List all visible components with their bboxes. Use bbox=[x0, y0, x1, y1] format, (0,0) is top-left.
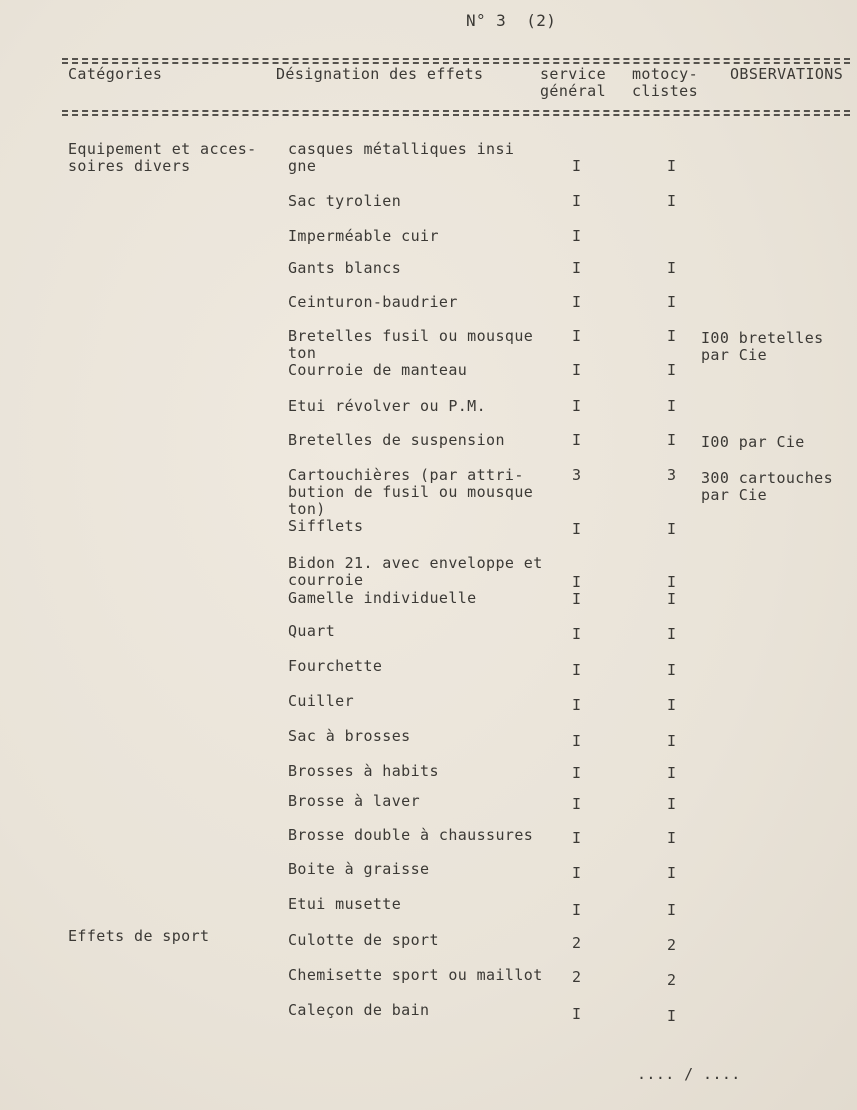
row-motocyclistes: 3 bbox=[667, 466, 677, 484]
row-motocyclistes: I bbox=[667, 696, 677, 714]
row-motocyclistes: I bbox=[667, 431, 677, 449]
row-motocyclistes: I bbox=[667, 795, 677, 813]
row-motocyclistes: I bbox=[667, 259, 677, 277]
row-service-general: 3 bbox=[572, 466, 582, 484]
row-designation: Sac tyrolien bbox=[288, 192, 402, 210]
row-service-general: I bbox=[572, 829, 582, 847]
row-designation: Brosse à laver bbox=[288, 792, 421, 810]
header-rule-top bbox=[62, 58, 850, 60]
row-designation: Bidon 21. avec enveloppe et courroie bbox=[288, 554, 543, 589]
row-service-general: I bbox=[572, 696, 582, 714]
row-observations: 300 cartouches par Cie bbox=[701, 469, 834, 504]
row-service-general: I bbox=[572, 192, 582, 210]
header-designation: Désignation des effets bbox=[276, 65, 484, 83]
row-motocyclistes: I bbox=[667, 901, 677, 919]
row-service-general: I bbox=[572, 397, 582, 415]
row-designation: Brosses à habits bbox=[288, 762, 439, 780]
row-motocyclistes: I bbox=[667, 573, 677, 591]
row-service-general: I bbox=[572, 520, 582, 538]
row-motocyclistes: I bbox=[667, 520, 677, 538]
row-service-general: I bbox=[572, 590, 582, 608]
row-service-general: I bbox=[572, 901, 582, 919]
row-motocyclistes: 2 bbox=[667, 936, 677, 954]
row-service-general: I bbox=[572, 293, 582, 311]
row-motocyclistes: I bbox=[667, 1007, 677, 1025]
row-service-general: I bbox=[572, 864, 582, 882]
row-service-general: I bbox=[572, 764, 582, 782]
row-designation: Courroie de manteau bbox=[288, 361, 468, 379]
row-service-general: I bbox=[572, 431, 582, 449]
row-service-general: I bbox=[572, 661, 582, 679]
row-designation: Sac à brosses bbox=[288, 727, 411, 745]
row-designation: Quart bbox=[288, 622, 336, 640]
header-categories: Catégories bbox=[68, 65, 163, 83]
row-service-general: I bbox=[572, 625, 582, 643]
header-motocyclistes: motocy- clistes bbox=[632, 65, 699, 100]
row-designation: Bretelles fusil ou mousque ton bbox=[288, 327, 534, 362]
row-motocyclistes: I bbox=[667, 625, 677, 643]
continuation-mark: .... / .... bbox=[637, 1065, 741, 1083]
category-equipement: Equipement et acces- soires divers bbox=[68, 140, 257, 175]
row-service-general: I bbox=[572, 227, 582, 245]
row-service-general: I bbox=[572, 361, 582, 379]
row-designation: Bretelles de suspension bbox=[288, 431, 505, 449]
row-designation: casques métalliques insi gne bbox=[288, 140, 515, 175]
row-service-general: 2 bbox=[572, 934, 582, 952]
row-designation: Etui musette bbox=[288, 895, 402, 913]
header-rule-bottom-2 bbox=[62, 114, 850, 116]
header-observations: OBSERVATIONS bbox=[730, 65, 844, 83]
row-service-general: 2 bbox=[572, 968, 582, 986]
row-service-general: I bbox=[572, 259, 582, 277]
row-service-general: I bbox=[572, 327, 582, 345]
row-designation: Etui révolver ou P.M. bbox=[288, 397, 487, 415]
row-designation: Imperméable cuir bbox=[288, 227, 439, 245]
row-motocyclistes: I bbox=[667, 864, 677, 882]
row-motocyclistes: I bbox=[667, 157, 677, 175]
page-number: N° 3 (2) bbox=[466, 11, 557, 30]
row-designation: Cuiller bbox=[288, 692, 355, 710]
header-rule-bottom bbox=[62, 110, 850, 112]
row-motocyclistes: I bbox=[667, 327, 677, 345]
header-rule-top-2 bbox=[62, 62, 850, 64]
row-designation: Boite à graisse bbox=[288, 860, 430, 878]
row-observations: I00 par Cie bbox=[701, 433, 805, 451]
row-service-general: I bbox=[572, 795, 582, 813]
row-motocyclistes: I bbox=[667, 192, 677, 210]
row-motocyclistes: I bbox=[667, 764, 677, 782]
row-service-general: I bbox=[572, 1005, 582, 1023]
row-motocyclistes: I bbox=[667, 293, 677, 311]
row-designation: Cartouchières (par attri- bution de fusil ou mousque ton) bbox=[288, 466, 534, 518]
row-designation: Gamelle individuelle bbox=[288, 589, 477, 607]
row-designation: Brosse double à chaussures bbox=[288, 826, 534, 844]
row-designation: Gants blancs bbox=[288, 259, 402, 277]
category-sport: Effets de sport bbox=[68, 927, 210, 945]
row-designation: Sifflets bbox=[288, 517, 364, 535]
row-designation: Culotte de sport bbox=[288, 931, 439, 949]
header-service-general: service général bbox=[540, 65, 607, 100]
row-motocyclistes: I bbox=[667, 661, 677, 679]
row-motocyclistes: I bbox=[667, 361, 677, 379]
row-motocyclistes: I bbox=[667, 397, 677, 415]
row-motocyclistes: I bbox=[667, 829, 677, 847]
row-service-general: I bbox=[572, 732, 582, 750]
row-designation: Chemisette sport ou maillot bbox=[288, 966, 543, 984]
row-motocyclistes: I bbox=[667, 732, 677, 750]
row-service-general: I bbox=[572, 157, 582, 175]
row-observations: I00 bretelles par Cie bbox=[701, 329, 824, 364]
row-service-general: I bbox=[572, 573, 582, 591]
row-motocyclistes: 2 bbox=[667, 971, 677, 989]
row-motocyclistes: I bbox=[667, 590, 677, 608]
row-designation: Fourchette bbox=[288, 657, 383, 675]
row-designation: Ceinturon-baudrier bbox=[288, 293, 458, 311]
row-designation: Caleçon de bain bbox=[288, 1001, 430, 1019]
